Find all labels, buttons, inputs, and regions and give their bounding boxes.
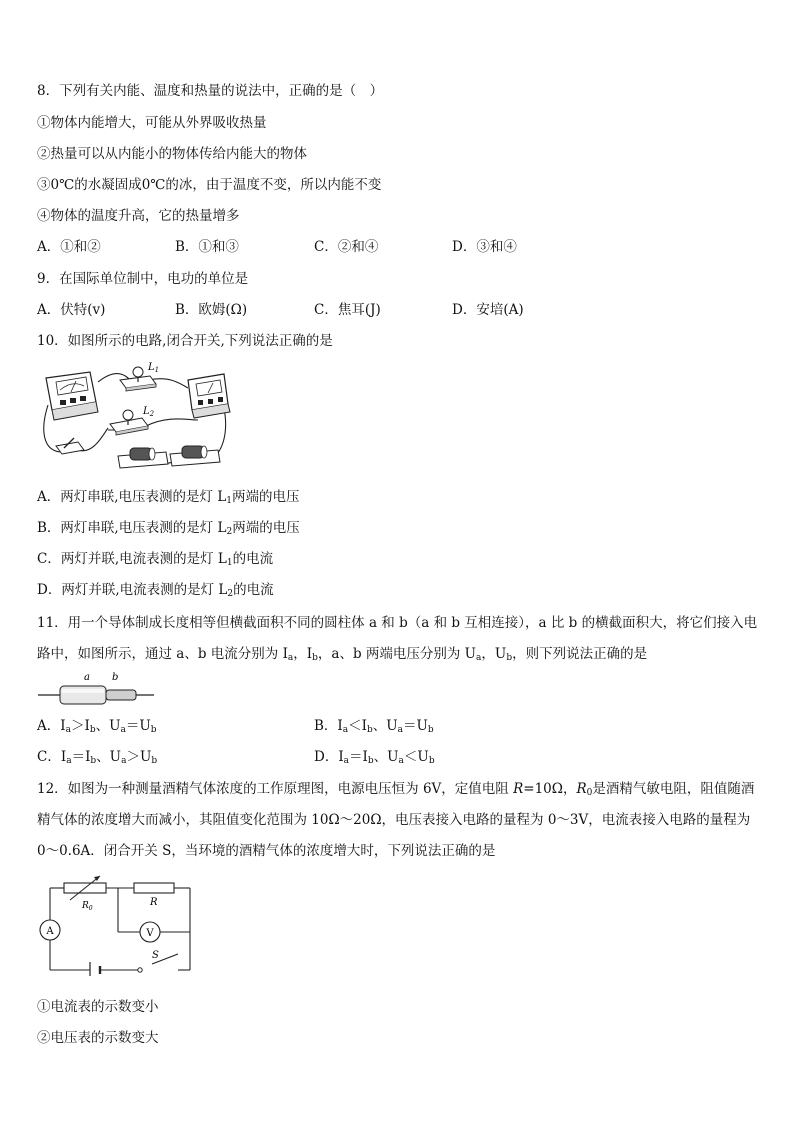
q11-option-a[interactable]: A．$I_a>I_b$、$U_a=U_b$	[37, 718, 157, 735]
ammeter-icon	[188, 374, 230, 418]
q10-option-d-tail: 的电流	[233, 582, 274, 598]
label-l1: $L_1$	[148, 362, 160, 374]
q9-option-c[interactable]: C．焦耳(J)	[314, 302, 381, 318]
q9-option-a[interactable]: A．伏特(v)	[37, 302, 106, 318]
switch-icon	[56, 438, 84, 454]
q10-option-a-sub: 1	[226, 496, 233, 506]
voltmeter-icon	[46, 372, 98, 420]
label-r0: $R_0$	[82, 901, 93, 912]
q9-stem: 9．在国际单位制中，电功的单位是	[37, 271, 249, 287]
q10-circuit-figure	[38, 360, 233, 472]
resistor-r-icon	[134, 883, 174, 893]
q8-item-3: ③0℃的水凝固成0℃的冰，由于温度不变，所以内能不变	[37, 177, 382, 193]
battery-icon	[90, 962, 100, 976]
q11-option-d[interactable]: D．$I_a=I_b$、$U_a<U_b$	[314, 749, 435, 766]
q12-stem-line-3: 0～0.6A．闭合开关 S，当环境的酒精气体的浓度增大时，下列说法正确的是	[37, 843, 496, 859]
q11-conductor-figure	[38, 668, 156, 706]
q8-stem: 8．下列有关内能、温度和热量的说法中，正确的是（ ）	[37, 83, 384, 99]
label-ammeter: A	[46, 926, 54, 937]
q12-stem-line-2: 精气体的浓度增大而减小，其阻值变化范围为 10Ω～20Ω，电压表接入电路的量程为 0～3V，电流表接入电路的量程为	[37, 812, 751, 828]
label-voltmeter: V	[146, 928, 154, 939]
q9-option-d[interactable]: D．安培(A)	[452, 302, 524, 318]
q10-option-b-sub: 2	[226, 527, 233, 537]
label-r: R	[150, 897, 158, 908]
q8-option-a[interactable]: A．①和②	[37, 239, 101, 255]
q8-item-1: ①物体内能增大，可能从外界吸收热量	[37, 115, 267, 131]
q8-option-b[interactable]: B．①和③	[175, 239, 239, 255]
q10-option-d-text: D．两灯并联,电流表测的是灯 L	[37, 582, 228, 598]
q8-option-c[interactable]: C．②和④	[314, 239, 379, 255]
q10-option-c-text: C．两灯并联,电流表测的是灯 L	[37, 551, 227, 567]
q10-option-b-text: B．两灯串联,电压表测的是灯 L	[37, 520, 227, 536]
q10-option-c[interactable]	[37, 550, 273, 572]
q12-item-1: ①电流表的示数变小	[37, 999, 159, 1015]
q12-stem-line-1: 12．如图为一种测量酒精气体浓度的工作原理图，电源电压恒为 6V，定值电阻 R=10Ω，$R_0$是酒精气敏电阻，阻值随酒	[37, 781, 755, 798]
q10-option-c-sub: 1	[226, 558, 233, 568]
q12-circuit-figure	[38, 872, 198, 976]
q8-item-4: ④物体的温度升高，它的热量增多	[37, 208, 240, 224]
q10-stem: 10．如图所示的电路,闭合开关,下列说法正确的是	[37, 333, 333, 349]
q9-option-b[interactable]: B．欧姆(Ω)	[175, 302, 248, 318]
q10-option-b[interactable]	[37, 519, 300, 541]
cylinder-a-icon	[60, 686, 106, 704]
q11-option-c[interactable]: C．$I_a=I_b$、$U_a>U_b$	[37, 749, 158, 766]
battery-icon	[170, 446, 220, 466]
q11-option-b[interactable]: B．$I_a<I_b$、$U_a=U_b$	[314, 718, 434, 735]
q8-item-2: ②热量可以从内能小的物体传给内能大的物体	[37, 146, 307, 162]
q8-option-d[interactable]: D．③和④	[452, 239, 517, 255]
switch-contact-icon	[138, 968, 142, 972]
cylinder-b-icon	[106, 690, 136, 700]
label-switch: S	[152, 950, 159, 961]
label-a: a	[84, 672, 90, 683]
q10-option-a-tail: 两端的电压	[232, 489, 300, 505]
label-b: b	[112, 672, 119, 683]
q11-stem-line-1: 11．用一个导体制成长度相等但横截面积不同的圆柱体 a 和 b（a 和 b 互相连接），a 比 b 的横截面积大，将它们接入电	[37, 615, 758, 631]
label-l2: $L_2$	[143, 406, 155, 418]
q10-option-b-tail: 两端的电压	[232, 520, 300, 536]
q10-option-d-sub: 2	[227, 589, 234, 599]
q11-stem-line-2: 路中，如图所示，通过 a、b 电流分别为 $I_a$，$I_b$，a、b 两端电压分别为 $U_a$，$U_b$，则下列说法正确的是	[37, 646, 648, 663]
q10-option-a[interactable]	[37, 488, 300, 510]
q10-option-a-text: A．两灯串联,电压表测的是灯 L	[37, 489, 227, 505]
battery-icon	[118, 448, 168, 468]
q10-option-d[interactable]	[37, 581, 274, 603]
q10-option-c-tail: 的电流	[232, 551, 274, 567]
q12-item-2: ②电压表的示数变大	[37, 1030, 159, 1046]
